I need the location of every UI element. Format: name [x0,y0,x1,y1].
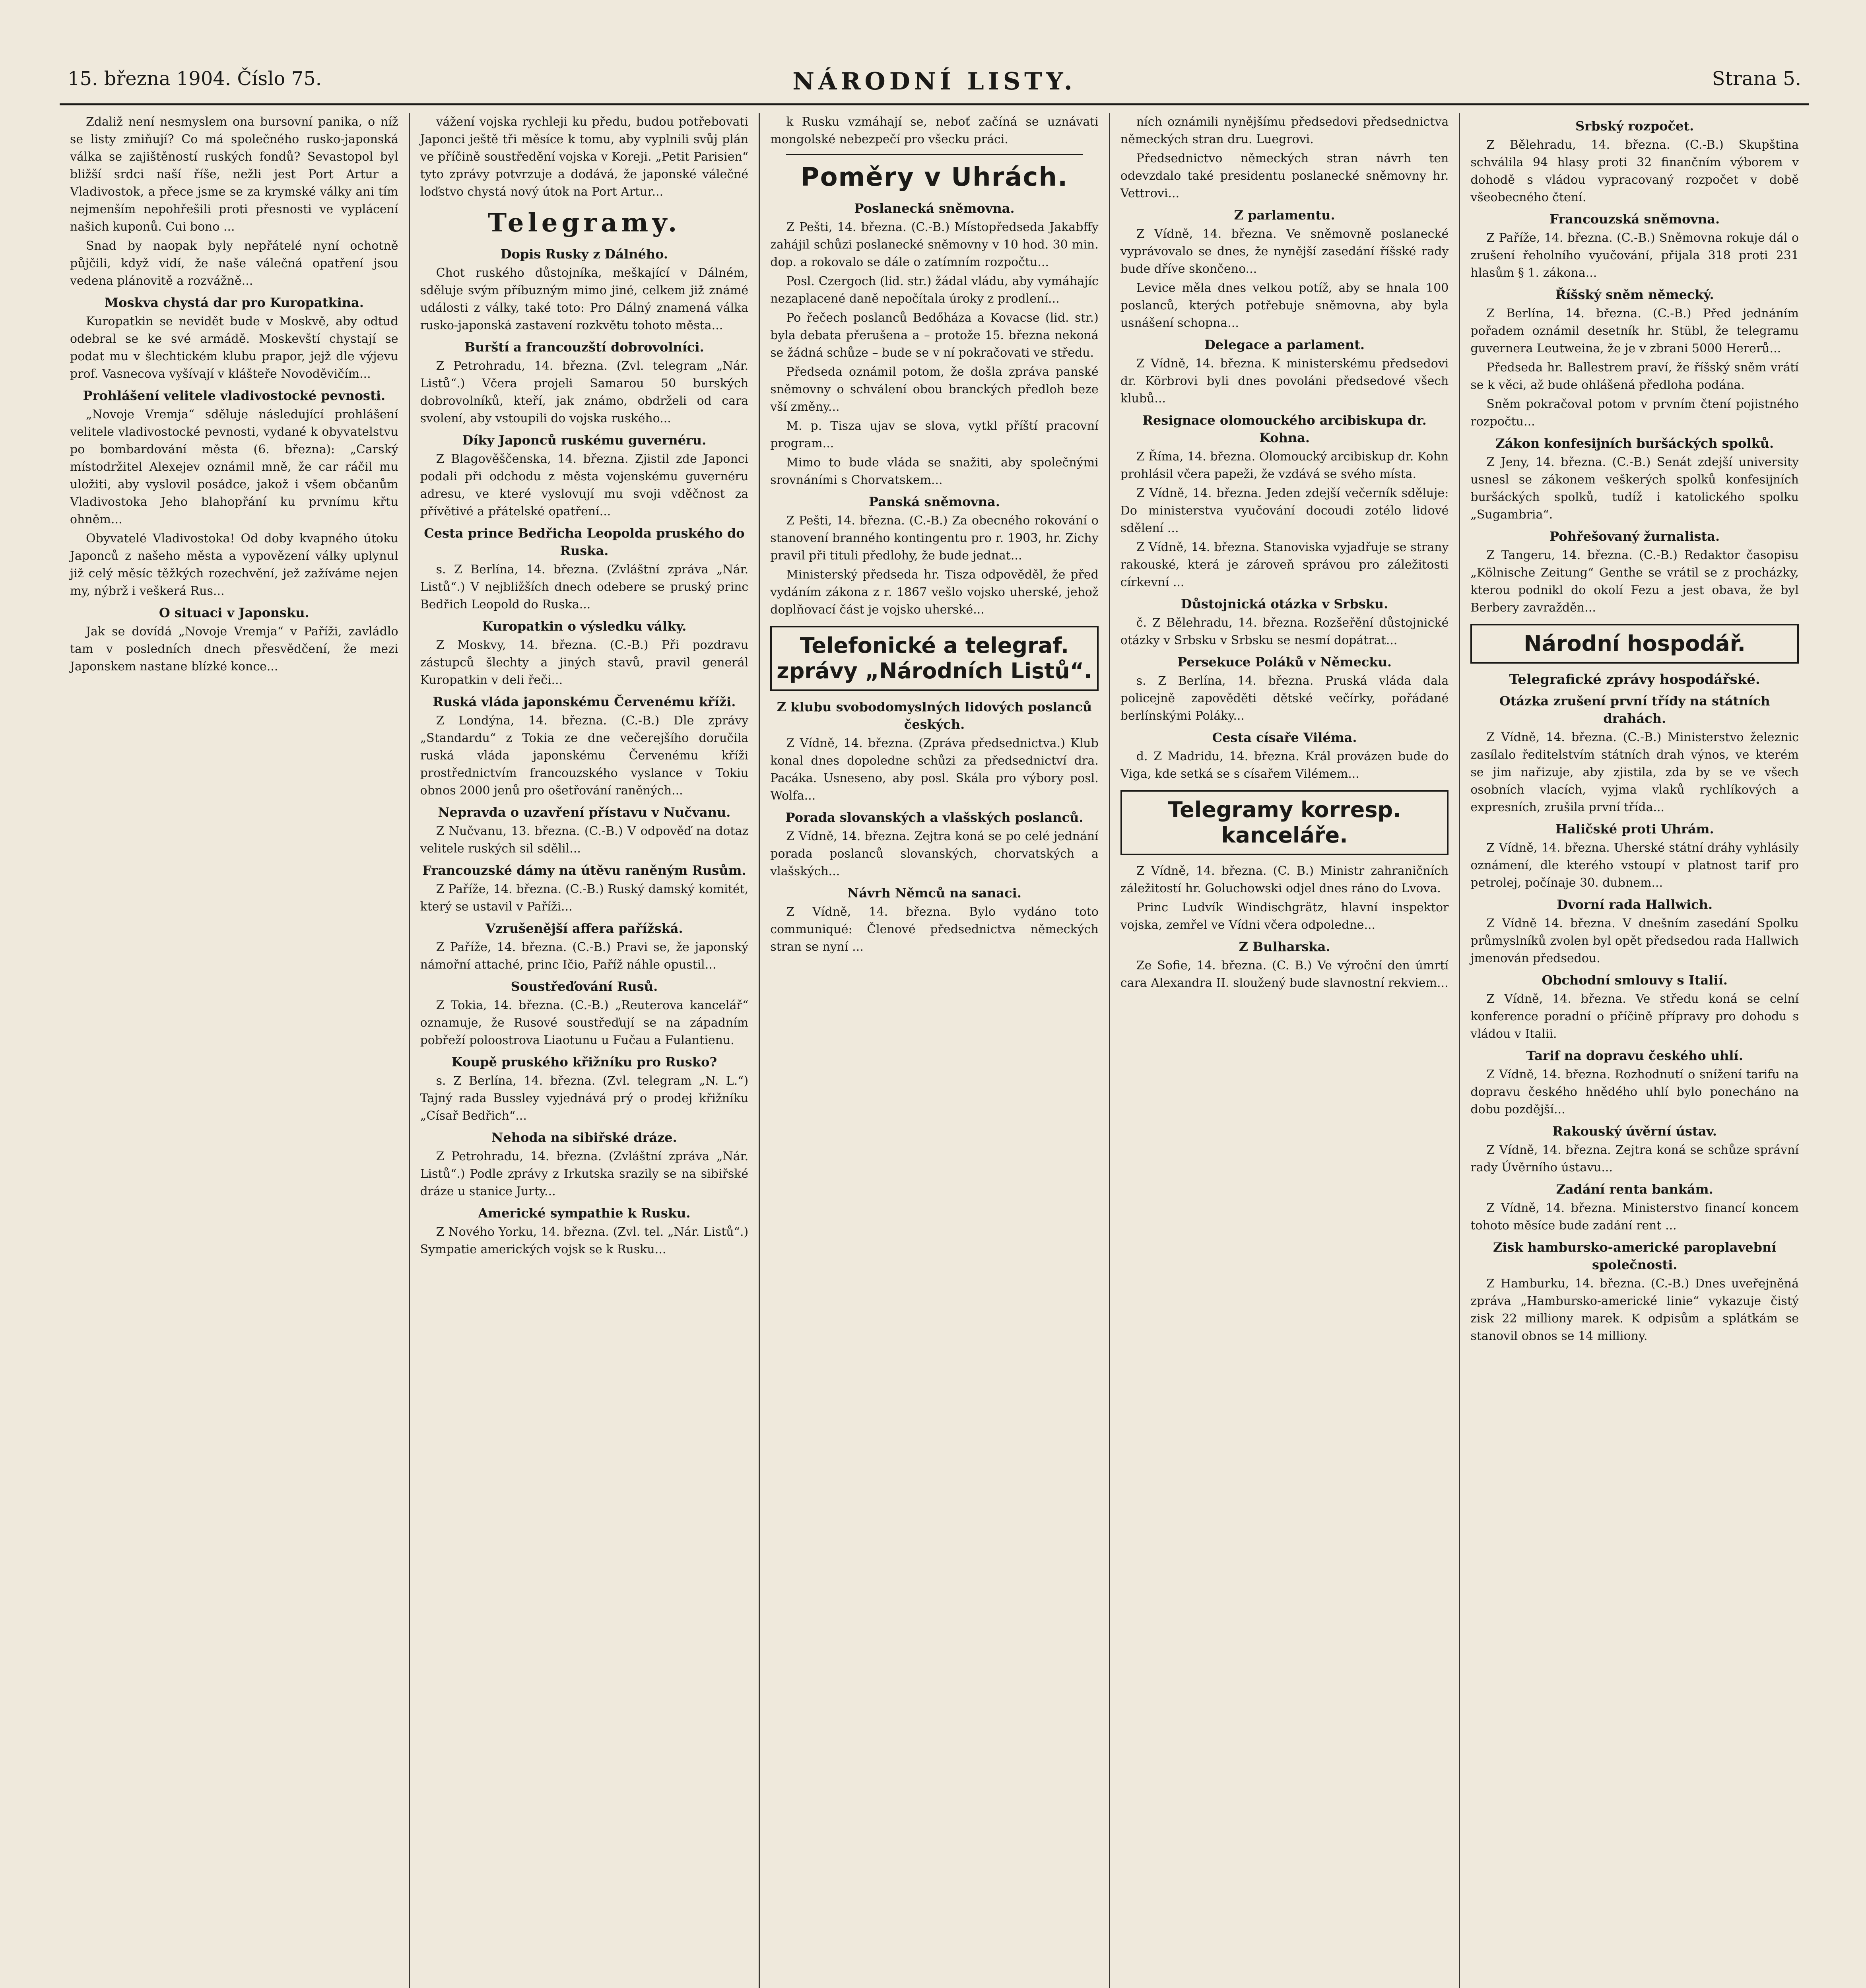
paragraph: Z Pešti, 14. března. (C.-B.) Za obecného rokování o stanovení branného kontingentu pro r. 1903, hr. Zichy pravil při tituli předlohy, že bude jednat... [770,514,1099,563]
box-title: Národní hospodář. [1524,631,1746,656]
article-heading: Říšský sněm německý. [1555,287,1714,302]
paragraph: k Rusku vzmáhají se, neboť začíná se uznávati mongolské nebezpečí pro všecku práci. [770,115,1099,146]
article-heading: Díky Japonců ruskému guvernéru. [462,433,707,448]
section-box [770,626,1099,691]
article-heading: Z parlamentu. [1234,208,1335,223]
paragraph: Z Jeny, 14. března. (C.-B.) Senát zdejší university usnesl se zákonem veškerých spolků konfesijních buršáckých spolků, tudíž i katolického spolku „Sugambria“. [1470,455,1799,522]
paragraph: Z Vídně, 14. března. Uherské státní dráhy vyhlásily oznámení, dle kterého vstoupí v platnost tarif pro petrolej, počínaje 30. dubnem... [1470,841,1799,890]
paragraph: Chot ruského důstojníka, meškající v Dálném, sděluje svým příbuzným mimo jiné, celkem již známé události z války, také toto: Pro Dálný znamená válka rusko-japonská zastavení rozkvětu tohoto města... [420,266,749,332]
article-heading: Persekuce Poláků v Německu. [1177,654,1392,670]
article-heading: Zadání renta bankám. [1556,1182,1713,1197]
article-heading: Obchodní smlouvy s Italií. [1542,973,1728,988]
paragraph: Sněm pokračoval potom v prvním čtení pojistného rozpočtu... [1470,397,1799,429]
paragraph: Z Nového Yorku, 14. března. (Zvl. tel. „Nár. Listů“.) Sympatie amerických vojsk se k Rusku... [420,1225,749,1256]
newspaper-title: NÁRODNÍ LISTY. [792,68,1076,95]
paragraph: s. Z Berlína, 14. března. Pruská vláda dala policejně zapověděti dětské večírky, pořádané berlínskými Poláky... [1120,674,1449,723]
article-heading: Americké sympathie k Rusku. [478,1206,691,1221]
paragraph: Z Vídně, 14. března. Stanoviska vyjadřuje se strany rakouské, která je zároveň správou pro záležitosti církevní ... [1120,540,1449,589]
paragraph: Z Vídně, 14. března. Ministerstvo financí koncem tohoto měsíce bude zadání rent ... [1470,1201,1799,1233]
article-heading: Dopis Rusky z Dálného. [500,247,668,262]
paragraph: Z Paříže, 14. března. (C.-B.) Ruský damský komitét, který se ustavil v Paříži... [420,882,749,914]
paragraph: Z Vídně, 14. března. Bylo vydáno toto communiqué: Členové předsednictva německých stran se nyní ... [770,905,1099,954]
paragraph: Předseda oznámil potom, že došla zpráva panské sněmovny o schválení obou branckých předloh beze vší změny... [770,365,1099,414]
article-heading: Haličské proti Uhrám. [1555,821,1714,837]
article-heading: O situaci v Japonsku. [159,605,309,620]
article-heading: Delegace a parlament. [1204,337,1365,352]
paragraph: Obyvatelé Vladivostoka! Od doby kvapného útoku Japonců z našeho města a vypovězení války uplynul již celý měsíc těžkých rozechvění, jež zažíváme nejen my, nýbrž i veškerá Rus... [70,532,398,598]
paragraph: d. Z Madridu, 14. března. Král provázen bude do Viga, kde setká se s císařem Vilémem... [1120,749,1449,781]
paragraph: Z Petrohradu, 14. března. (Zvláštní zpráva „Nár. Listů“.) Podle zprávy z Irkutska srazily se na sibiřské dráze u stanice Jurty... [420,1149,749,1198]
masthead [60,60,1809,105]
paragraph: Z Tangeru, 14. března. (C.-B.) Redaktor časopisu „Kölnische Zeitung“ Genthe se vrátil se z procházky, kterou podnikl do okolí Fezu a jest obava, že byl Berbery zavražděn... [1470,548,1799,615]
paragraph: Z Hamburku, 14. března. (C.-B.) Dnes uveřejněná zpráva „Hambursko-americké linie“ vykazuje čistý zisk 22 milliony marek. K odpisům a splátkám se stanovil obnos se 14 milliony. [1470,1277,1799,1343]
article-heading: Návrh Němců na sanaci. [847,885,1021,901]
section-title: Poměry v Uhrách. [800,163,1068,192]
paragraph: Princ Ludvík Windischgrätz, hlavní inspektor vojska, zemřel ve Vídni včera odpoledne... [1120,901,1449,932]
divider [786,154,1083,155]
article-heading: Srbský rozpočet. [1575,118,1694,134]
paragraph: s. Z Berlína, 14. března. (Zvl. telegram „N. L.“) Tajný rada Bussley vyjednává prý o prodej křižníku „Císař Bedřich“... [420,1074,749,1123]
paragraph: Z Vídně, 14. března. (Zpráva předsednictva.) Klub konal dnes dopoledne schůzi za předsednictví dra. Pacáka. Usneseno, aby posl. Skála pro výbory posl. Wolfa... [770,736,1099,803]
paragraph: M. p. Tisza ujav se slova, vytkl příští pracovní program... [770,419,1099,450]
section-box [1120,790,1449,855]
paragraph: vážení vojska rychleji ku předu, budou potřebovati Japonci ještě tři měsíce k tomu, aby vyplnili svůj plán ve příčině soustředění vojska v Koreji. „Petit Parisien“ tyto zprávy potvrzuje a dodává, že japonské válečné loďstvo chystá nový útok na Port Artur... [420,115,749,199]
paragraph: Předseda hr. Ballestrem praví, že říšský sněm vrátí se k věci, až bude ohlášená předloha podána. [1470,361,1799,392]
box-title: Telefonické a telegraf. zprávy „Národních Listů“. [777,633,1092,683]
paragraph: Ministerský předseda hr. Tisza odpověděl, že před vydáním zákona z r. 1867 vešlo vojsko uherské, jehož doplňovací část je vojsko uherské... [770,568,1099,617]
article-heading: Cesta císaře Viléma. [1212,730,1357,745]
paragraph: Z Vídně, 14. března. (C.-B.) Ministerstvo železnic zasílalo ředitelstvím státních drah výnos, ve kterém se jim nařizuje, aby zjistila, zda by se ve všech osobních vlacích, vyjma vlaků rychlíkových a expresních, zrušila první třída... [1470,730,1799,814]
article-heading: Otázka zrušení první třídy na státních drahách. [1499,693,1770,726]
paragraph: Posl. Czergoch (lid. str.) žádal vládu, aby vymáhajíc nezaplacené daně nepočítala úroky z prodlení... [770,274,1099,306]
paragraph: Z Vídně, 14. března. Rozhodnutí o snížení tarifu na dopravu českého hnědého uhlí bylo ponecháno na dobu pozdější... [1470,1068,1799,1116]
paragraph: Z Pešti, 14. března. (C.-B.) Místopředseda Jakabffy zahájil schůzi poslanecké sněmovny v 10 hod. 30 min. dop. a rokovalo se dále o zatímním rozpočtu... [770,220,1099,269]
article-heading: Porada slovanských a vlašských poslanců. [785,810,1083,825]
article-heading: Dvorní rada Hallwich. [1557,897,1713,912]
article-heading: Prohlášení velitele vladivostocké pevnosti. [83,388,386,403]
article-heading: Pohřešovaný žurnalista. [1549,529,1720,544]
article-heading: Rakouský úvěrní ústav. [1552,1124,1717,1139]
column-4 [1110,113,1460,1988]
article-heading: Zisk hambursko-americké paroplavební společnosti. [1493,1240,1777,1272]
article-heading: Koupě pruského křižníku pro Rusko? [451,1054,717,1070]
newspaper-page [60,60,1809,1988]
article-heading: Z Bulharska. [1239,939,1330,954]
article-heading: Důstojnická otázka v Srbsku. [1181,596,1388,612]
paragraph: Jak se dovídá „Novoje Vremja“ v Paříži, zavládlo tam v posledních dnech přesvědčení, že mezi Japonskem nastane blízké konce... [70,625,398,674]
article-heading: Francouzská sněmovna. [1549,212,1720,227]
paragraph: „Novoje Vremja“ sděluje následující prohlášení velitele vladivostocké pevnosti, vydané k obyvatelstvu po bombardování města (6. března): „Carský místodržitel Alexejev oznámil mně, že car ráčil mu uložiti, aby vyslovil posádce, jakož i všem občanům Vladivostoka Jeho blahopřání ku prvnímu křtu ohněm... [70,408,398,526]
article-heading: Nepravda o uzavření přístavu v Nučvanu. [438,805,731,820]
article-heading: Nehoda na sibiřské dráze. [491,1130,677,1145]
paragraph: č. Z Bělehradu, 14. března. Rozšeřění důstojnické otázky v Srbsku v Srbsku se nesmí dopátrat... [1120,616,1449,647]
article-heading: Francouzské dámy na útěvu raněným Rusům. [422,863,746,878]
page-number: Strana 5. [1712,68,1801,90]
paragraph: Po řečech poslanců Bedőháza a Kovacse (lid. str.) byla debata přerušena a – protože 15. března nekoná se žádná schůze – bude se v ní pokračovati ve středu. [770,311,1099,360]
article-heading: Tarif na dopravu českého uhlí. [1526,1048,1743,1063]
columns [60,113,1809,1988]
column-2 [410,113,760,1988]
article-heading: Z klubu svobodomyslných lidových poslanců českých. [777,699,1092,732]
paragraph: Z Tokia, 14. března. (C.-B.) „Reuterova kancelář“ oznamuje, že Rusové soustřeďují se na západním pobřeží poloostrova Liaotunu u Fučau a Fulantienu. [420,998,749,1047]
paragraph: Kuropatkin se nevidět bude v Moskvě, aby odtud odebral se ke své armádě. Moskevští chystají se podat mu v šlechtickém klubu prapor, jejž dle výjevu prof. Vasnecova vyšívají v klášteře Novoděvičím... [70,315,398,381]
paragraph: Z Vídně, 14. března. (C. B.) Ministr zahraničních záležitostí hr. Goluchowski odjel dnes ráno do Lvova. [1120,864,1449,895]
paragraph: Z Vídně, 14. března. Ve sněmovně poslanecké vyprávovalo se dnes, že nynější zasedání říšské rady bude dříve skončeno... [1120,227,1449,276]
paragraph: ních oznámili nynějšímu předsedovi předsednictva německých stran dru. Luegrovi. [1120,115,1449,146]
paragraph: Z Nučvanu, 13. března. (C.-B.) V odpověď na dotaz velitele ruských sil sdělil... [420,824,749,856]
article-heading: Zákon konfesijních buršáckých spolků. [1495,436,1774,451]
section-subtitle: Telegrafické zprávy hospodářské. [1509,672,1760,687]
section-title: Telegramy. [487,208,681,238]
article-heading: Panská sněmovna. [869,494,1000,509]
paragraph: Z Bělehradu, 14. března. (C.-B.) Skupština schválila 94 hlasy proti 32 finančním výborem v dohodě s vládou vypracovaný rozpočet v době všeobecného čtení. [1470,138,1799,204]
paragraph: Předsednictvo německých stran návrh ten odevzdalo také presidentu poslanecké sněmovny hr. Vettrovi... [1120,151,1449,200]
paragraph: Z Moskvy, 14. března. (C.-B.) Při pozdravu zástupců šlechty a jiných stavů, pravil generál Kuropatkin v deli řeči... [420,638,749,687]
article-heading: Cesta prince Bedřicha Leopolda pruského do Ruska. [424,526,745,558]
paragraph: Z Berlína, 14. března. (C.-B.) Před jednáním pořadem oznámil desetník hr. Stübl, že telegramu guvernera Leutweina, že je v zbrani 5000 Hererů... [1470,307,1799,355]
paragraph: Mimo to bude vláda se snažiti, aby společnými srovnáními s Chorvatskem... [770,456,1099,487]
column-3 [760,113,1110,1988]
paragraph: Z Vídně, 14. března. K ministerskému předsedovi dr. Körbrovi byli dnes povoláni předsedové všech klubů... [1120,357,1449,406]
article-heading: Soustřeďování Rusů. [511,979,658,994]
article-heading: Ruská vláda japonskému Červenému kříži. [433,694,736,709]
issue-date: 15. března 1904. Číslo 75. [68,68,322,90]
paragraph: Z Vídně, 14. března. Zejtra koná se schůze správní rady Úvěrního ústavu... [1470,1143,1799,1175]
paragraph: Z Paříže, 14. března. (C.-B.) Sněmovna rokuje dál o zrušení řeholního vyučování, přijala 318 proti 231 hlasům § 1. zákona... [1470,231,1799,280]
paragraph: Levice měla dnes velkou potíž, aby se hnala 100 poslanců, kterých potřebuje sněmovna, aby byla usnášení schopna... [1120,281,1449,330]
paragraph: Z Říma, 14. března. Olomoucký arcibiskup dr. Kohn prohlásil včera papeži, že vzdává se svého místa. [1120,450,1449,481]
article-heading: Poslanecká sněmovna. [854,201,1015,216]
article-heading: Vzrušenější affera pařížská. [485,921,683,936]
article-heading: Moskva chystá dar pro Kuropatkina. [104,295,364,310]
paragraph: Zdaliž není nesmyslem ona bursovní panika, o níž se listy zmiňují? Co má společného rusko-japonská válka se zajištěností ruských fondů? Sevastopol byl bližší srdci naší říše, nežli jest Port Artur a Vladivostok, a přece jsme se za krymské války ani tím nejmenším nepohřešili proti přesnosti ve vyplácení našich kuponů. Cui bono ... [70,115,398,234]
paragraph: Z Paříže, 14. března. (C.-B.) Pravi se, že japonský námořní attaché, princ Ičio, Paříž náhle opustil... [420,940,749,972]
column-5 [1460,113,1809,1988]
column-1 [60,113,410,1988]
paragraph: Z Londýna, 14. března. (C.-B.) Dle zprávy „Standardu“ z Tokia ze dne večerejšího doručila ruská vláda japonskému Červenému kříži prostřednictvím francouzského vyslance v Tokiu obnos 2000 jenů pro ošetřování raněných... [420,714,749,798]
article-heading: Resignace olomouckého arcibiskupa dr. Kohna. [1142,413,1427,445]
paragraph: s. Z Berlína, 14. března. (Zvláštní zpráva „Nár. Listů“.) V nejbližších dnech odebere se pruský princ Bedřich Leopold do Ruska... [420,563,749,612]
paragraph: Z Vídně, 14. března. Zejtra koná se po celé jednání porada poslanců slovanských, chorvatských a vlašských... [770,829,1099,878]
box-title: Telegramy korresp. kanceláře. [1168,797,1401,848]
paragraph: Z Vídně, 14. března. Jeden zdejší večerník sděluje: Do ministerstva vyučování docoudi zotélo lidové sdělení ... [1120,486,1449,535]
paragraph: Z Vídně, 14. března. Ve středu koná se celní konference poradní o příčině přípravy pro dohodu s vládou v Italii. [1470,992,1799,1041]
article-heading: Burští a francouzští dobrovolníci. [464,340,704,355]
paragraph: Snad by naopak byly nepřátelé nyní ochotně půjčili, když vidí, že naše válečná opatření jsou vedena plánovitě a rozvážně... [70,239,398,288]
paragraph: Ze Sofie, 14. března. (C. B.) Ve výroční den úmrtí cara Alexandra II. sloužený bude slavnostní rekviem... [1120,959,1449,990]
paragraph: Z Blagověščenska, 14. března. Zjistil zde Japonci podali při odchodu z města vojenskému guvernéru adresu, ve které vyslovují mu svoji vděčnost za přívětivé a přátelské opatření... [420,452,749,518]
paragraph: Z Petrohradu, 14. března. (Zvl. telegram „Nár. Listů“.) Včera projeli Samarou 50 burských dobrovolníků, kteří, jak známo, obdrželi od cara svolení, aby vstoupili do vojska ruského... [420,359,749,425]
article-heading: Kuropatkin o výsledku války. [482,619,687,634]
section-box [1470,624,1799,664]
paragraph: Z Vídně 14. března. V dnešním zasedání Spolku průmyslníků zvolen byl opět předsedou rada Hallwich jmenován předsedou. [1470,916,1799,965]
